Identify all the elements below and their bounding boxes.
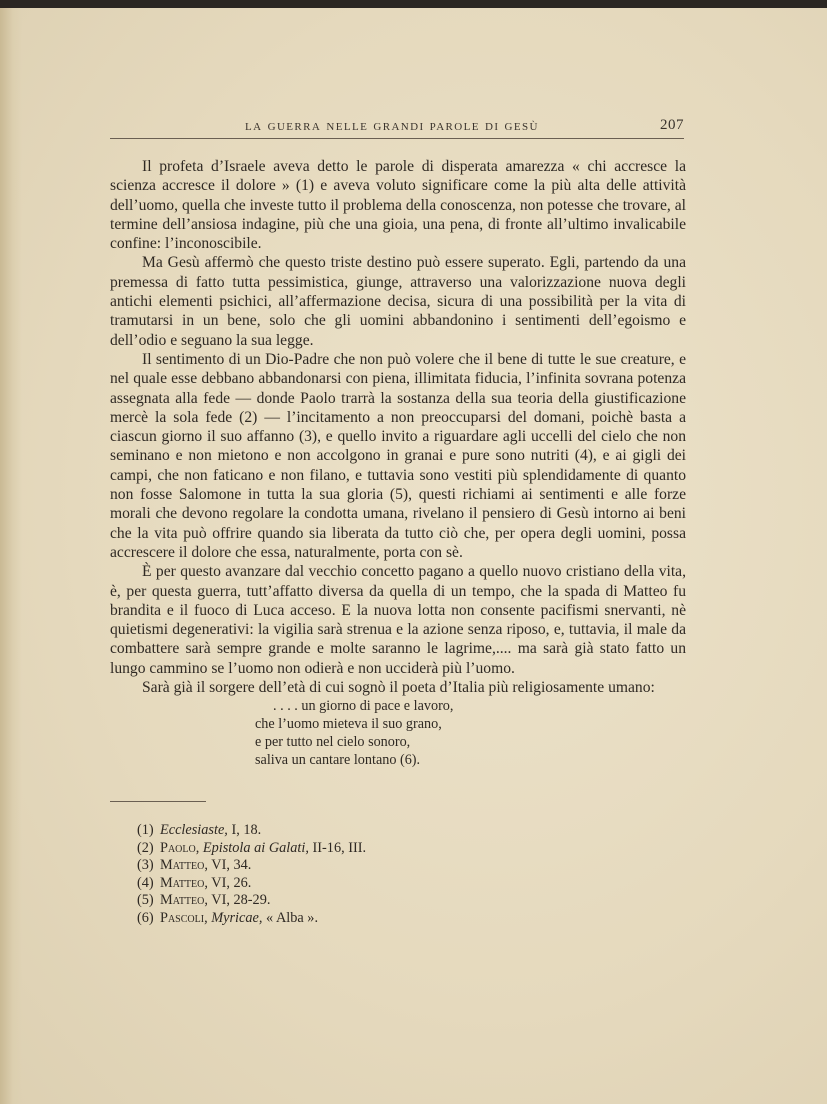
footnote-ref: VI, 26. xyxy=(207,874,252,891)
footnote-author: Pascoli, xyxy=(160,909,208,926)
footnote-number: (3) xyxy=(137,857,154,873)
footnote xyxy=(137,875,537,893)
footnote-work: Epistola ai Galati, xyxy=(202,839,309,856)
footnote-rule xyxy=(110,801,206,802)
footnote-ref: II-16, III. xyxy=(308,839,367,856)
verse-line: che l’uomo mieteva il suo grano, xyxy=(255,716,442,732)
footnote-ref: I, 18. xyxy=(227,822,262,838)
footnote-ref: VI, 28-29. xyxy=(207,892,271,908)
footnote xyxy=(137,910,537,928)
footnote-number: (1) xyxy=(137,822,154,838)
verse-line: . . . . un giorno di pace e lavoro, xyxy=(273,698,454,714)
footnotes xyxy=(137,822,537,927)
footnote-ref: « Alba ». xyxy=(262,909,319,926)
footnote xyxy=(137,822,537,840)
footnote-number: (5) xyxy=(137,892,154,908)
main-text xyxy=(110,157,686,697)
footnote xyxy=(137,892,537,910)
footnote-author: Matteo, xyxy=(160,857,208,873)
paragraph: È per questo avanzare dal vecchio concetto pagano a quello nuovo cristiano della vita, è, per questa guerra, tutt’affatto diversa da quella di un tempo, che la spada di Matteo fu brandita e il fuoco di Luca acceso. E la nuova lotta non consente pacifismi snervanti, nè quietismi degenerativi: la vigilia sarà strenua e la azione senza riposo, e, tuttavia, il male da combattere sarà sempre grande e molte saranno le lagrime,.... ma sarà già stato fatto un lungo cammino se l’uomo non odierà e non ucciderà più l’uomo. xyxy=(110,563,686,677)
footnote-work: Myricae, xyxy=(211,909,263,926)
verse-line: saliva un cantare lontano (6). xyxy=(255,752,421,768)
footnote-author: Matteo, xyxy=(160,874,208,891)
footnote-number: (6) xyxy=(137,909,154,926)
verse-quotation xyxy=(255,697,575,769)
footnote-number: (2) xyxy=(137,839,154,856)
running-title: la guerra nelle grandi parole di gesù xyxy=(245,118,539,134)
paragraph: Sarà già il sorgere dell’età di cui sognò il poeta d’Italia più religiosamente umano: xyxy=(142,679,655,697)
footnote-number: (4) xyxy=(137,874,154,891)
footnote xyxy=(137,857,537,875)
verse-line: e per tutto nel cielo sonoro, xyxy=(255,734,411,750)
page-gutter-shadow xyxy=(0,8,22,1104)
footnote-ref: VI, 34. xyxy=(207,857,252,873)
paragraph: Ma Gesù affermò che questo triste destino può essere superato. Egli, partendo da una premessa di fatto tutta pessimistica, giunge, attraverso una valorizzazione nuova degli antichi elementi psichici, all’affermazione decisa, sicura di una possibilità per la vita di tramutarsi in un bene, solo che gli uomini abbandonino i sentimenti dell’egoismo e dell’odio e seguano la sua legge. xyxy=(110,254,686,349)
page-number: 207 xyxy=(660,117,684,133)
paragraph: Il profeta d’Israele aveva detto le parole di disperata amarezza « chi accresce la scienza accresce il dolore » (1) e aveva voluto significare come la più alta delle attività dell’uomo, quella che investe tutto il problema della conoscenza, non potesse che trovare, al termine dell’ansiosa indagine, più che una gioia, una pena, di fronte all’ultimo invalicabile confine: l’inconoscibile. xyxy=(110,158,686,253)
paragraph: Il sentimento di un Dio-Padre che non può volere che il bene di tutte le sue creature, e nel quale esse debbano abbandonarsi con piena, illimitata fiducia, l’infinita sovrana potenza assegnata alla fede — donde Paolo trarrà la sostanza della sua teoria della giustificazione mercè la sola fede (2) — l’incitamento a non preoccuparsi del domani, poichè basta a ciascun giorno il suo affanno (3), e quello invito a riguardare agli uccelli del cielo che non seminano e non mietono e non accolgono in granai e pure sono nutriti (4), e ai gigli dei campi, che non faticano e non filano, e tuttavia sono vestiti più splendidamente di quanto non fosse Salomone in tutta la sua gloria (5), questi richiami ai sentimenti e alle forze morali che devono regolare la condotta umana, rivelano il pensiero di Gesù intorno ai beni che la vita può offrire quando sia liberata da tutto ciò che, per opera degli uomini, possa accrescere il dolore che essa, naturalmente, porta con sè. xyxy=(110,350,686,561)
running-head xyxy=(110,118,684,140)
footnote-work: Ecclesiaste, xyxy=(160,822,228,838)
footnote xyxy=(137,840,537,858)
header-rule xyxy=(110,138,684,139)
footnote-author: Matteo, xyxy=(160,892,208,908)
footnote-author: Paolo, xyxy=(160,839,200,856)
